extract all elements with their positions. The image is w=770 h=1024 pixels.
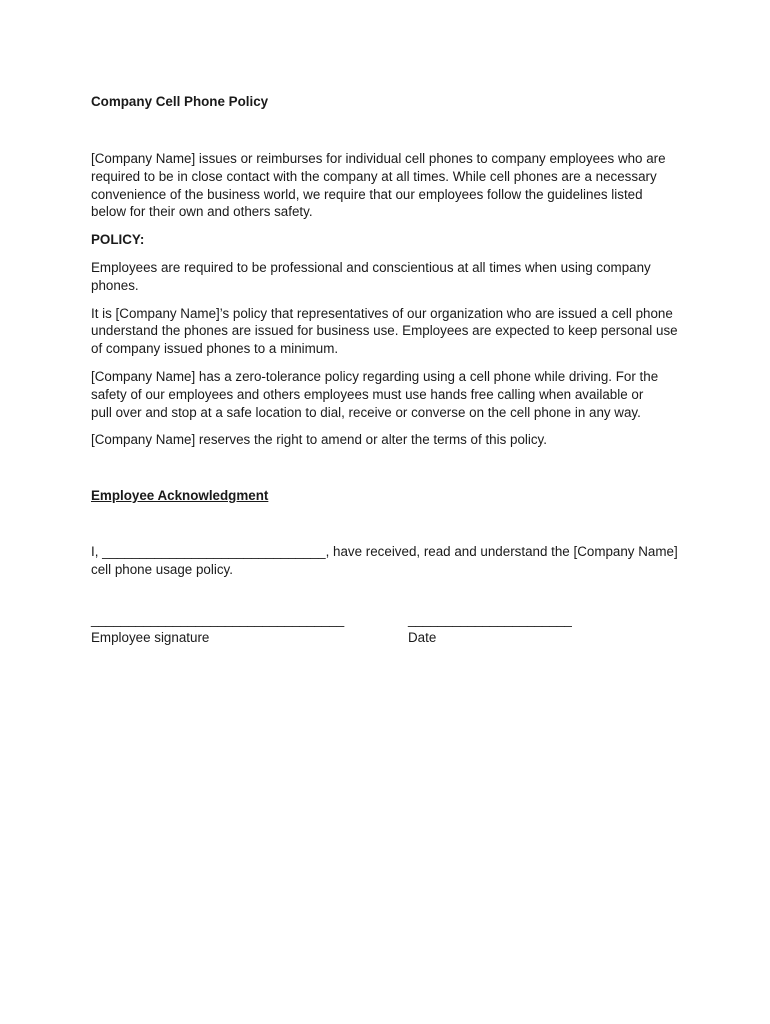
document-body — [91, 93, 691, 651]
acknowledgment-heading: Employee Acknowledgment — [91, 488, 269, 504]
employee-signature-label: Employee signature — [91, 629, 210, 645]
policy-heading: POLICY: — [91, 232, 145, 248]
date-block — [408, 611, 572, 647]
employee-signature-block — [91, 611, 344, 647]
employee-signature-line[interactable]: __________________________________ — [91, 611, 345, 627]
policy-paragraph-business-use: It is [Company Name]’s policy that representatives of our organization who are issued a cell phone understand the phones are issued for business use. Employees are expected to keep personal use of company issued phones to a minimum. — [91, 305, 678, 357]
intro-paragraph: [Company Name] issues or reimburses for individual cell phones to company employees who are required to be in close contact with the company at all times. While cell phones are a necessary convenience of the business world, we require that our employees follow the guidelines listed below for their own and others safety. — [91, 151, 666, 220]
date-line[interactable]: ______________________ — [408, 611, 572, 627]
signature-row — [91, 611, 691, 651]
acknowledgment-statement: I, ______________________________, have received, read and understand the [Company Name] cell phone usage policy. — [91, 543, 678, 577]
policy-paragraph-driving: [Company Name] has a zero-tolerance policy regarding using a cell phone while driving. For the safety of our employees and others employees must use hands free calling when available or pull over and stop at a safe location to dial, receive or converse on the cell phone in any way. — [91, 368, 659, 420]
document-title: Company Cell Phone Policy — [91, 94, 269, 109]
date-label: Date — [408, 629, 437, 645]
policy-paragraph-professional: Employees are required to be professional and conscientious at all times when using company phones. — [91, 259, 651, 293]
policy-paragraph-amend: [Company Name] reserves the right to amend or alter the terms of this policy. — [91, 432, 547, 448]
